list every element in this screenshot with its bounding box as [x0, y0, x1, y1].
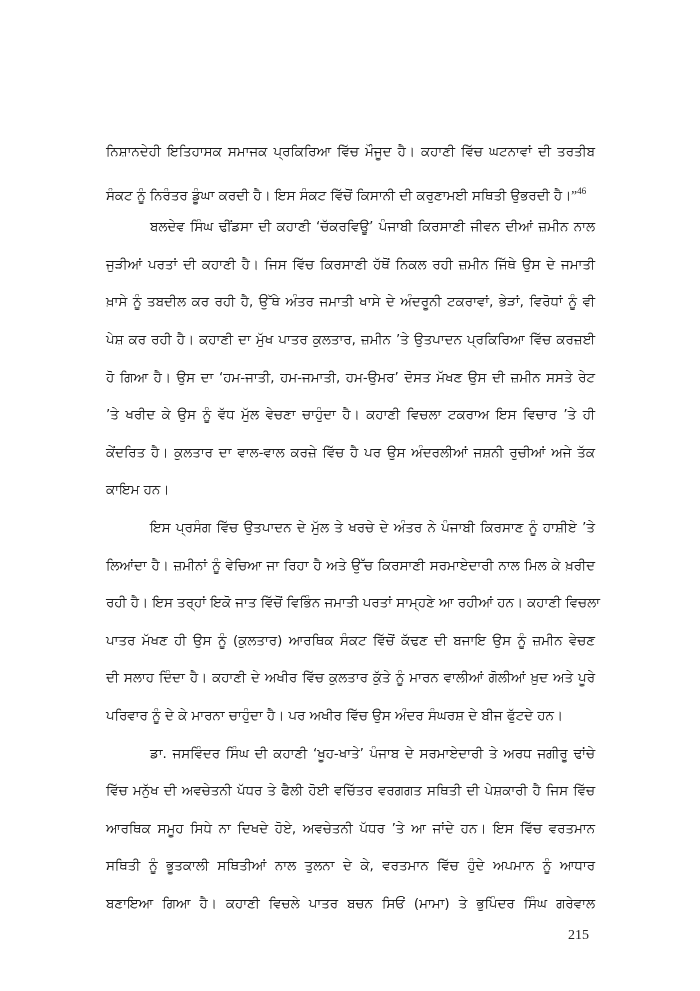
text-line: ਜੁੜੀਆਂ ਪਰਤਾਂ ਦੀ ਕਹਾਣੀ ਹੈ। ਜਿਸ ਵਿੱਚ ਕਿਰਸਾਣੀ ਹੱਥੋਂ ਨਿਕਲ ਰਹੀ ਜ਼ਮੀਨ ਜਿੱਥੇ ਉਸ ਦੇ ਜਮਾਤੀ [106, 257, 595, 273]
text-line: ਆਰਥਿਕ ਸਮੂਹ ਸਿਧੇ ਨਾ ਦਿਖਦੇ ਹੋਏ, ਅਵਚੇਤਨੀ ਪੱਧਰ ’ਤੇ ਆ ਜਾਂਦੇ ਹਨ। ਇਸ ਵਿੱਚ ਵਰਤਮਾਨ [106, 821, 595, 837]
text-line [106, 178, 595, 216]
text-line: ਪਰਿਵਾਰ ਨੂੰ ਦੇ ਕੇ ਮਾਰਨਾ ਚਾਹੁੰਦਾ ਹੈ। ਪਰ ਅਖੀਰ ਵਿੱਚ ਉਸ ਅੰਦਰ ਸੰਘਰਸ਼ ਦੇ ਬੀਜ ਫੁੱਟਦੇ ਹਨ। [106, 708, 563, 724]
text-line: ਨਿਸ਼ਾਨਦੇਹੀ ਇਤਿਹਾਸਕ ਸਮਾਜਕ ਪ੍ਰਕਿਰਿਆ ਵਿੱਚ ਮੌਜੂਦ ਹੈ। ਕਹਾਣੀ ਵਿੱਚ ਘਟਨਾਵਾਂ ਦੀ ਤਰਤੀਬ [106, 145, 595, 160]
text-line-content: ਸੰਕਟ ਨੂੰ ਨਿਰੰਤਰ ਡੂੰਘਾ ਕਰਦੀ ਹੈ। ਇਸ ਸੰਕਟ ਵਿੱਚੋਂ ਕਿਸਾਨੀ ਦੀ ਕਰੁਣਾਮਈ ਸਥਿਤੀ ਉਭਰਦੀ ਹੈ। [106, 188, 572, 204]
closing-quote: ” [571, 187, 578, 203]
text-line: ਬਣਾਇਆ ਗਿਆ ਹੈ। ਕਹਾਣੀ ਵਿਚਲੇ ਪਾਤਰ ਬਚਨ ਸਿਓਂ (ਮਾਮਾ) ਤੇ ਭੁਪਿੰਦਰ ਸਿੰਘ ਗਰੇਵਾਲ [106, 896, 595, 912]
footnote-ref: 46 [577, 185, 587, 196]
paragraph-first-line: ਇਸ ਪ੍ਰਸੰਗ ਵਿੱਚ ਉਤਪਾਦਨ ਦੇ ਮੁੱਲ ਤੇ ਖਰਚੇ ਦੇ ਅੰਤਰ ਨੇ ਪੰਜਾਬੀ ਕਿਰਸਾਣ ਨੂੰ ਹਾਸ਼ੀਏ ’ਤੇ [150, 520, 595, 536]
text-line: ਰਹੀ ਹੈ। ਇਸ ਤਰ੍ਹਾਂ ਇਕੋ ਜਾਤ ਵਿੱਚੋਂ ਵਿਭਿੰਨ ਜਮਾਤੀ ਪਰਤਾਂ ਸਾਮ੍ਹਣੇ ਆ ਰਹੀਆਂ ਹਨ। ਕਹਾਣੀ ਵਿਚਲਾ [106, 596, 600, 612]
paragraph-first-line: ਬਲਦੇਵ ਸਿੰਘ ਢੀਂਡਸਾ ਦੀ ਕਹਾਣੀ ‘ਚੱਕਰਵਿਊ’ ਪੰਜਾਬੀ ਕਿਰਸਾਣੀ ਜੀਵਨ ਦੀਆਂ ਜ਼ਮੀਨ ਨਾਲ [150, 220, 595, 236]
text-line: ’ਤੇ ਖਰੀਦ ਕੇ ਉਸ ਨੂੰ ਵੱਧ ਮੁੱਲ ਵੇਚਣਾ ਚਾਹੁੰਦਾ ਹੈ। ਕਹਾਣੀ ਵਿਚਲਾ ਟਕਰਾਅ ਇਸ ਵਿਚਾਰ ’ਤੇ ਹੀ [106, 408, 595, 424]
text-line: ਲਿਆਂਦਾ ਹੈ। ਜ਼ਮੀਨਾਂ ਨੂੰ ਵੇਚਿਆ ਜਾ ਰਿਹਾ ਹੈ ਅਤੇ ਉੱਚ ਕਿਰਸਾਣੀ ਸਰਮਾਏਦਾਰੀ ਨਾਲ ਮਿਲ ਕੇ ਖ਼ਰੀਦ [106, 558, 595, 574]
text-line: ਪੇਸ਼ ਕਰ ਰਹੀ ਹੈ। ਕਹਾਣੀ ਦਾ ਮੁੱਖ ਪਾਤਰ ਕੁਲਤਾਰ, ਜ਼ਮੀਨ ’ਤੇ ਉਤਪਾਦਨ ਪ੍ਰਕਿਰਿਆ ਵਿੱਚ ਕਰਜ਼ਈ [106, 332, 595, 348]
text-line: ਸਥਿਤੀ ਨੂੰ ਭੂਤਕਾਲੀ ਸਥਿਤੀਆਂ ਨਾਲ ਤੁਲਨਾ ਦੇ ਕੇ, ਵਰਤਮਾਨ ਵਿੱਚ ਹੁੰਦੇ ਅਪਮਾਨ ਨੂੰ ਆਧਾਰ [106, 859, 595, 875]
text-line: ਦੀ ਸਲਾਹ ਦਿੰਦਾ ਹੈ। ਕਹਾਣੀ ਦੇ ਅਖੀਰ ਵਿੱਚ ਕੁਲਤਾਰ ਕੁੱਤੇ ਨੂੰ ਮਾਰਨ ਵਾਲੀਆਂ ਗੋਲੀਆਂ ਖ਼ੁਦ ਅਤੇ ਪੂਰੇ [106, 671, 595, 687]
text-line: ਖ਼ਾਸੇ ਨੂੰ ਤਬਦੀਲ ਕਰ ਰਹੀ ਹੈ, ਉੱਥੇ ਅੰਤਰ ਜਮਾਤੀ ਖਾਸੇ ਦੇ ਅੰਦਰੂਨੀ ਟਕਰਾਵਾਂ, ਭੇੜਾਂ, ਵਿਰੋਧਾਂ ਨੂੰ ਵੀ [106, 295, 595, 311]
paragraph-first-line: ਡਾ. ਜਸਵਿੰਦਰ ਸਿੰਘ ਦੀ ਕਹਾਣੀ ‘ਖੂਹ-ਖਾਤੇ’ ਪੰਜਾਬ ਦੇ ਸਰਮਾਏਦਾਰੀ ਤੇ ਅਰਧ ਜਗੀਰੂ ਢਾਂਚੇ [150, 746, 595, 762]
text-line: ਕਾਇਮ ਹਨ। [106, 483, 170, 499]
text-line: ਪਾਤਰ ਮੱਖਣ ਹੀ ਉਸ ਨੂੰ (ਕੁਲਤਾਰ) ਆਰਥਿਕ ਸੰਕਟ ਵਿੱਚੋਂ ਕੱਢਣ ਦੀ ਬਜਾਇ ਉਸ ਨੂੰ ਜ਼ਮੀਨ ਵੇਚਣ [106, 633, 595, 649]
text-line: ਕੇਂਦਰਿਤ ਹੈ। ਕੁਲਤਾਰ ਦਾ ਵਾਲ-ਵਾਲ ਕਰਜ਼ੇ ਵਿੱਚ ਹੈ ਪਰ ਉਸ ਅੰਦਰਲੀਆਂ ਜਸ਼ਨੀ ਰੁਚੀਆਂ ਅਜੇ ਤੱਕ [106, 445, 595, 461]
page-number: 215 [568, 928, 589, 943]
body-text [106, 140, 600, 929]
text-line: ਵਿੱਚ ਮਨੁੱਖ ਦੀ ਅਵਚੇਤਨੀ ਪੱਧਰ ਤੇ ਫੈਲੀ ਹੋਈ ਵਚਿੱਤਰ ਵਰਗਗਤ ਸਥਿਤੀ ਦੀ ਪੇਸ਼ਕਾਰੀ ਹੈ ਜਿਸ ਵਿੱਚ [106, 784, 595, 800]
text-line: ਹੋ ਗਿਆ ਹੈ। ਉਸ ਦਾ ‘ਹਮ-ਜਾਤੀ, ਹਮ-ਜਮਾਤੀ, ਹਮ-ਉਮਰ’ ਦੋਸਤ ਮੱਖਣ ਉਸ ਦੀ ਜ਼ਮੀਨ ਸਸਤੇ ਰੇਟ [106, 370, 595, 386]
